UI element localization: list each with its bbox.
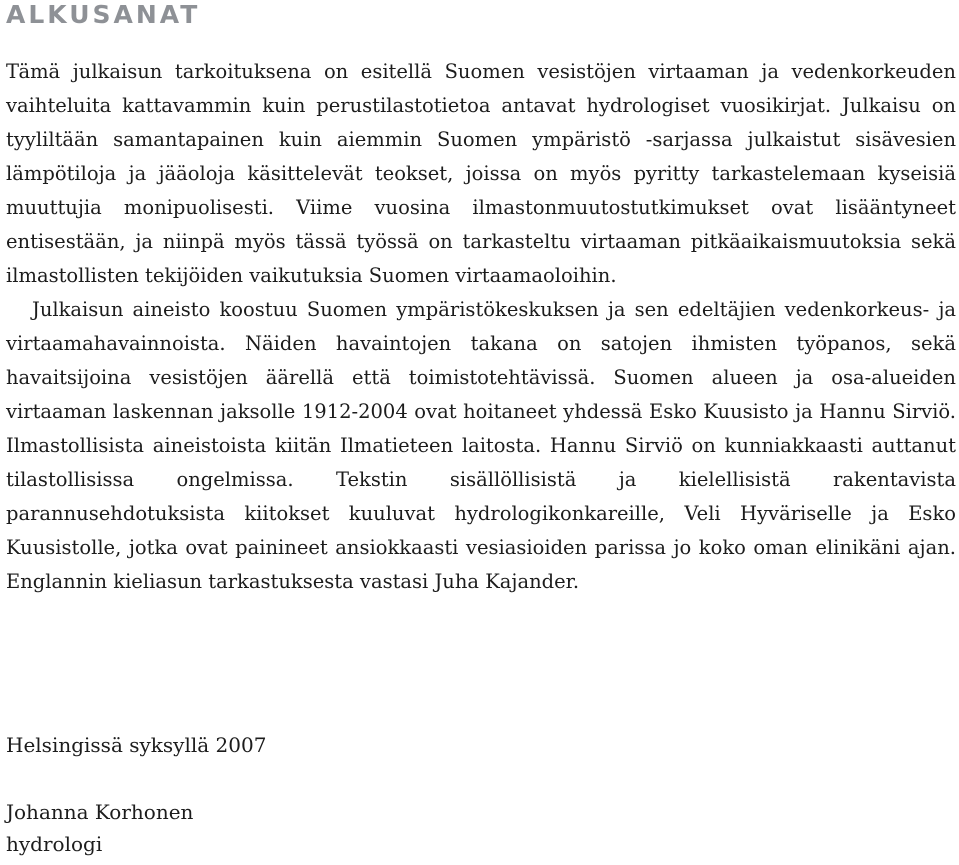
document-page [6,0,956,865]
paragraph-1: Tämä julkaisun tarkoituksena on esitellä Suomen vesistöjen virtaaman ja vedenkorkeuden vaihteluita kattavammin kuin perustilastotietoa antavat hydrologiset vuosikirjat. Julkaisu on tyyliltään samantapainen kuin aiemmin Suomen ympäristö -sarjassa julkaistut sisävesien lämpötiloja ja jääoloja käsittelevät teokset, joissa on myös pyritty tarkastelemaan kyseisiä muuttujia monipuolisesti. Viime vuosina ilmastonmuutostutkimukset ovat lisääntyneet entisestään, ja niinpä myös tässä työssä on tarkasteltu virtaaman pitkäaikaismuutoksia sekä ilmastollisten tekijöiden vaikutuksia Suomen virtaamaoloihin. [6,60,956,287]
foreword-body [6,55,956,599]
signer-name: Johanna Korhonen [6,800,194,824]
page-heading: ALKUSANAT [6,0,201,29]
paragraph-2: Julkaisun aineisto koostuu Suomen ympäristökeskuksen ja sen edeltäjien vedenkorkeus- ja virtaamahavainnoista. Näiden havaintojen takana on satojen ihmisten työpanos, sekä havaitsijoina vesistöjen äärellä että toimistotehtävissä. Suomen alueen ja osa-alueiden virtaaman laskennan jaksolle 1912-2004 ovat hoitaneet yhdessä Esko Kuusisto ja Hannu Sirviö. Ilmastollisista aineistoista kiitän Ilmatieteen laitosta. Hannu Sirviö on kunniakkaasti auttanut tilastollisissa ongelmissa. Tekstin sisällöllisistä ja kielellisistä rakentavista parannusehdotuksista kiitokset kuuluvat hydrologikonkareille, Veli Hyväriselle ja Esko Kuusistolle, jotka ovat painineet ansiokkaasti vesiasioiden parissa jo koko oman elinikäni ajan. Englannin kieliasun tarkastuksesta vastasi Juha Kajander. [6,298,956,593]
signer-title: hydrologi [6,832,103,856]
place-and-date: Helsingissä syksyllä 2007 [6,733,267,757]
